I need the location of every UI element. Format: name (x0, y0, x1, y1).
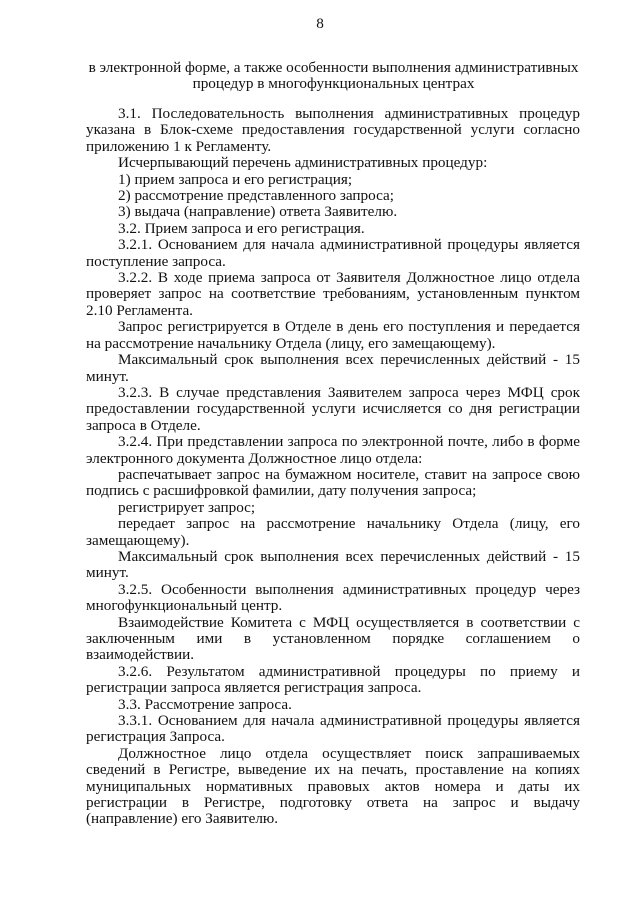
page-number: 8 (316, 15, 324, 32)
paragraph: Максимальный срок выполнения всех перечисленных действий - 15 минут. (86, 547, 580, 582)
list-item: 3) выдача (направление) ответа Заявителю. (118, 203, 398, 221)
paragraph: 3.1. Последовательность выполнения административных процедур указана в Блок-схеме предоставления государственной услуги согласно приложению 1 к Регламенту. (86, 105, 580, 155)
list-item: 1) прием запроса и его регистрация; (118, 170, 353, 188)
paragraph: распечатывает запрос на бумажном носителе, ставит на запросе свою подпись с расшифровкой фамилии, дату получения запроса; (86, 465, 580, 500)
document-body (86, 106, 580, 828)
paragraph: 3.2.5. Особенности выполнения административных процедур через многофункциональный центр. (86, 580, 580, 615)
paragraph: Взаимодействие Комитета с МФЦ осуществляется в соответствии с заключенным ими в установленном порядке соглашением о взаимодействии. (86, 613, 580, 664)
paragraph: Исчерпывающий перечень административных процедур: (118, 154, 488, 172)
paragraph: Должностное лицо отдела осуществляет поиск запрашиваемых сведений в Регистре, выведение их на печать, проставление на копиях муниципальных нормативных правовых актов номера и даты их регистрации в Регистре, подготовку ответа на запрос и выдачу (направление) его Заявителю. (86, 744, 580, 828)
list-item: 2) рассмотрение представленного запроса; (118, 187, 395, 205)
paragraph: Максимальный срок выполнения всех перечисленных действий - 15 минут. (86, 351, 580, 385)
paragraph: 3.3.1. Основанием для начала административной процедуры является регистрация Запроса. (86, 712, 580, 746)
paragraph: 3.2.3. В случае представления Заявителем запроса через МФЦ срок предоставлении государственной услуги исчисляется со дня регистрации запроса в Отделе. (86, 383, 580, 434)
paragraph: Запрос регистрируется в Отделе в день его поступления и передается на рассмотрение начальнику Отдела (лицу, его замещающему). (86, 318, 580, 352)
paragraph: 3.2. Прием запроса и его регистрация. (118, 219, 365, 237)
section-heading: в электронной форме, а также особенности выполнения административных процедур в многофункциональных центрах (88, 59, 579, 93)
paragraph: 3.2.1. Основанием для начала административной процедуры является поступление запроса. (86, 236, 580, 270)
paragraph: регистрирует запрос; (118, 498, 256, 516)
paragraph: 3.3. Рассмотрение запроса. (118, 695, 292, 713)
paragraph: 3.2.2. В ходе приема запроса от Заявителя Должностное лицо отдела проверяет запрос на соответствие требованиям, установленным пунктом 2.10 Регламента. (86, 269, 580, 319)
paragraph: передает запрос на рассмотрение начальнику Отдела (лицу, его замещающему). (86, 515, 580, 549)
paragraph: 3.2.6. Результатом административной процедуры по приему и регистрации запроса является регистрация запроса. (86, 662, 580, 697)
paragraph: 3.2.4. При представлении запроса по электронной почте, либо в форме электронного документа Должностное лицо отдела: (86, 433, 580, 467)
